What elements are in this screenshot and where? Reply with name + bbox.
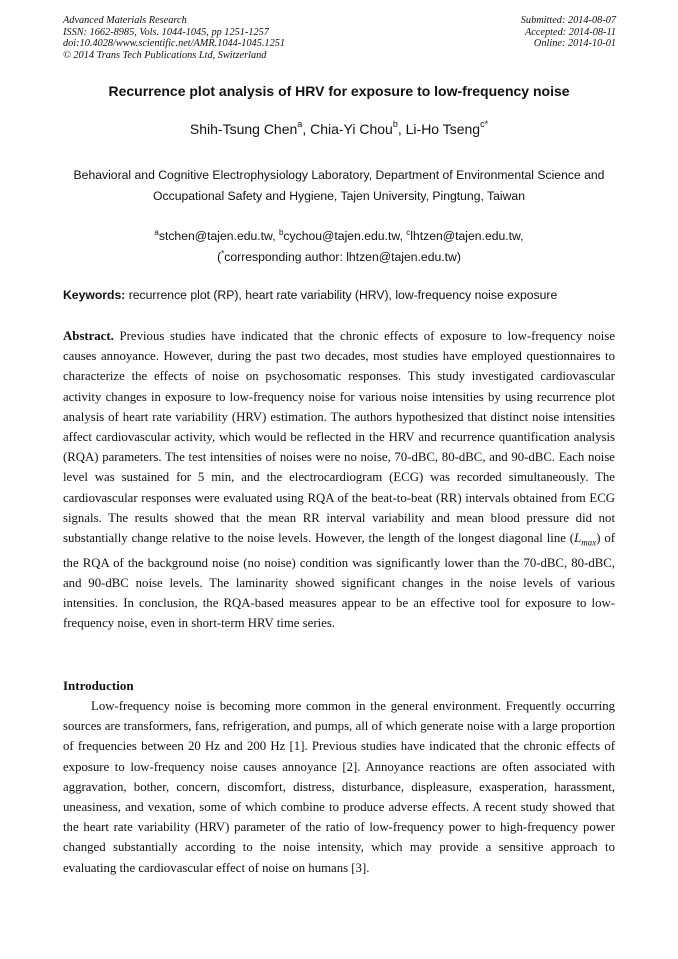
affiliation: Behavioral and Cognitive Electrophysiology Laboratory, Department of Environmental Science and Occupational Safety and Hygiene, Tajen University, Pingtung, Taiwan [73, 168, 605, 203]
email-link[interactable]: stchen@tajen.edu.tw, [158, 229, 279, 243]
author-sup: a [297, 119, 303, 129]
doi-link[interactable]: doi:10.4028/www.scientific.net/AMR.1044-1045.1251 [63, 38, 286, 50]
submitted-date: Submitted: 2014-08-07 [520, 15, 616, 26]
lmax-sub: max [581, 537, 597, 548]
abstract-label: Abstract. [63, 329, 114, 343]
lmax-l: L [574, 531, 582, 546]
corr-star: * [221, 249, 225, 258]
email-link[interactable]: cychou@tajen.edu.tw, [283, 229, 407, 243]
keywords-label: Keywords: [63, 288, 126, 302]
corr-text: corresponding author: lhtzen@tajen.edu.tw) [224, 250, 461, 264]
author-separator: , [397, 121, 406, 137]
issn-line: ISSN: 1662-8985, Vols. 1044-1045, pp 1251-1257 [63, 26, 269, 38]
author-list [0, 121, 678, 137]
author-name: Li-Ho Tseng [405, 121, 481, 137]
email-sup: a [154, 228, 159, 237]
accepted-date: Accepted: 2014-08-11 [524, 26, 616, 38]
author-separator: , [302, 121, 311, 137]
lmax-symbol [574, 531, 597, 548]
journal-name: Advanced Materials Research [63, 15, 187, 26]
author-name: Chia-Yi Chou [310, 121, 393, 137]
section-heading-introduction: Introduction [63, 678, 134, 693]
paper-title: Recurrence plot analysis of HRV for exposure to low-frequency noise [108, 83, 570, 99]
email-line [0, 226, 678, 247]
email-sup: b [278, 228, 284, 237]
abstract [63, 326, 615, 634]
author-sup: b [392, 119, 398, 129]
keywords-text: recurrence plot (RP), heart rate variability (HRV), low-frequency noise exposure [125, 288, 558, 302]
copyright-line: © 2014 Trans Tech Publications Ltd, Switzerland [63, 49, 267, 61]
publication-dates [521, 15, 616, 50]
keywords [63, 288, 615, 302]
email-sup: c [406, 228, 411, 237]
corresponding-author [0, 247, 678, 268]
email-link[interactable]: lhtzen@tajen.edu.tw, [410, 229, 524, 243]
corr-paren: ( [217, 250, 222, 264]
journal-info [63, 15, 285, 61]
author-sup: c* [480, 119, 489, 129]
author-name: Shih-Tsung Chen [189, 121, 298, 137]
abstract-text: ) of the RQA of the background noise (no noise) condition was significantly lower than the 70-dBC, 80-dBC, and 90-dBC noise levels. The laminarity showed significant changes in the noise levels of various intensities. In conclusion, the RQA-based measures appear to be an effective tool for exposure to low-frequency noise, even in short-term HRV time series. [63, 531, 615, 631]
introduction-paragraph: Low-frequency noise is becoming more common in the general environment. Frequently occurring sources are transformers, fans, refrigeration, and pumps, all of which generate noise with a large proportion of frequencies between 20 Hz and 200 Hz [1]. Previous studies have indicated that the chronic effects of exposure to low-frequency noise causes annoyance [2]. Annoyance reactions are often associated with aggravation, bother, concern, discomfort, distress, disturbance, displeasure, exasperation, harassment, uneasiness, and vexation, some of which combine to produce adverse effects. A recent study showed that the heart rate variability (HRV) parameter of the ratio of low-frequency power to high-frequency power changed substantially according to the noise intensity, which may provide a sensitive approach to evaluating the cardiovascular effect of noise on humans [3]. [63, 699, 615, 875]
online-date: Online: 2014-10-01 [533, 38, 616, 50]
author-emails [0, 226, 678, 268]
abstract-text: Previous studies have indicated that the chronic effects of exposure to low-frequency noise causes annoyance. However, during the past two decades, most studies have employed questionnaires to characterize the effects of noise on psychosomatic responses. This study investigated cardiovascular activity changes in exposure to low-frequency noise for various noise intensities by using recurrence plot analysis of heart rate variability (HRV) estimation. The authors hypothesized that distinct noise intensities affect cardiovascular activity, which would be reflected in the HRV and recurrence quantification analysis (RQA) parameters. The test intensities of noises were no noise, 70-dBC, 80-dBC, and 90-dBC. Each noise level was sustained for 5 min, and the electrocardiogram (ECG) was recorded simultaneously. The cardiovascular responses were evaluated using RQA of the beat-to-beat (RR) intervals obtained from ECG signals. The results showed that the mean RR interval variability and mean blood pressure did not substantially change relative to the noise levels. However, the length of the longest diagonal line ( [63, 329, 615, 546]
